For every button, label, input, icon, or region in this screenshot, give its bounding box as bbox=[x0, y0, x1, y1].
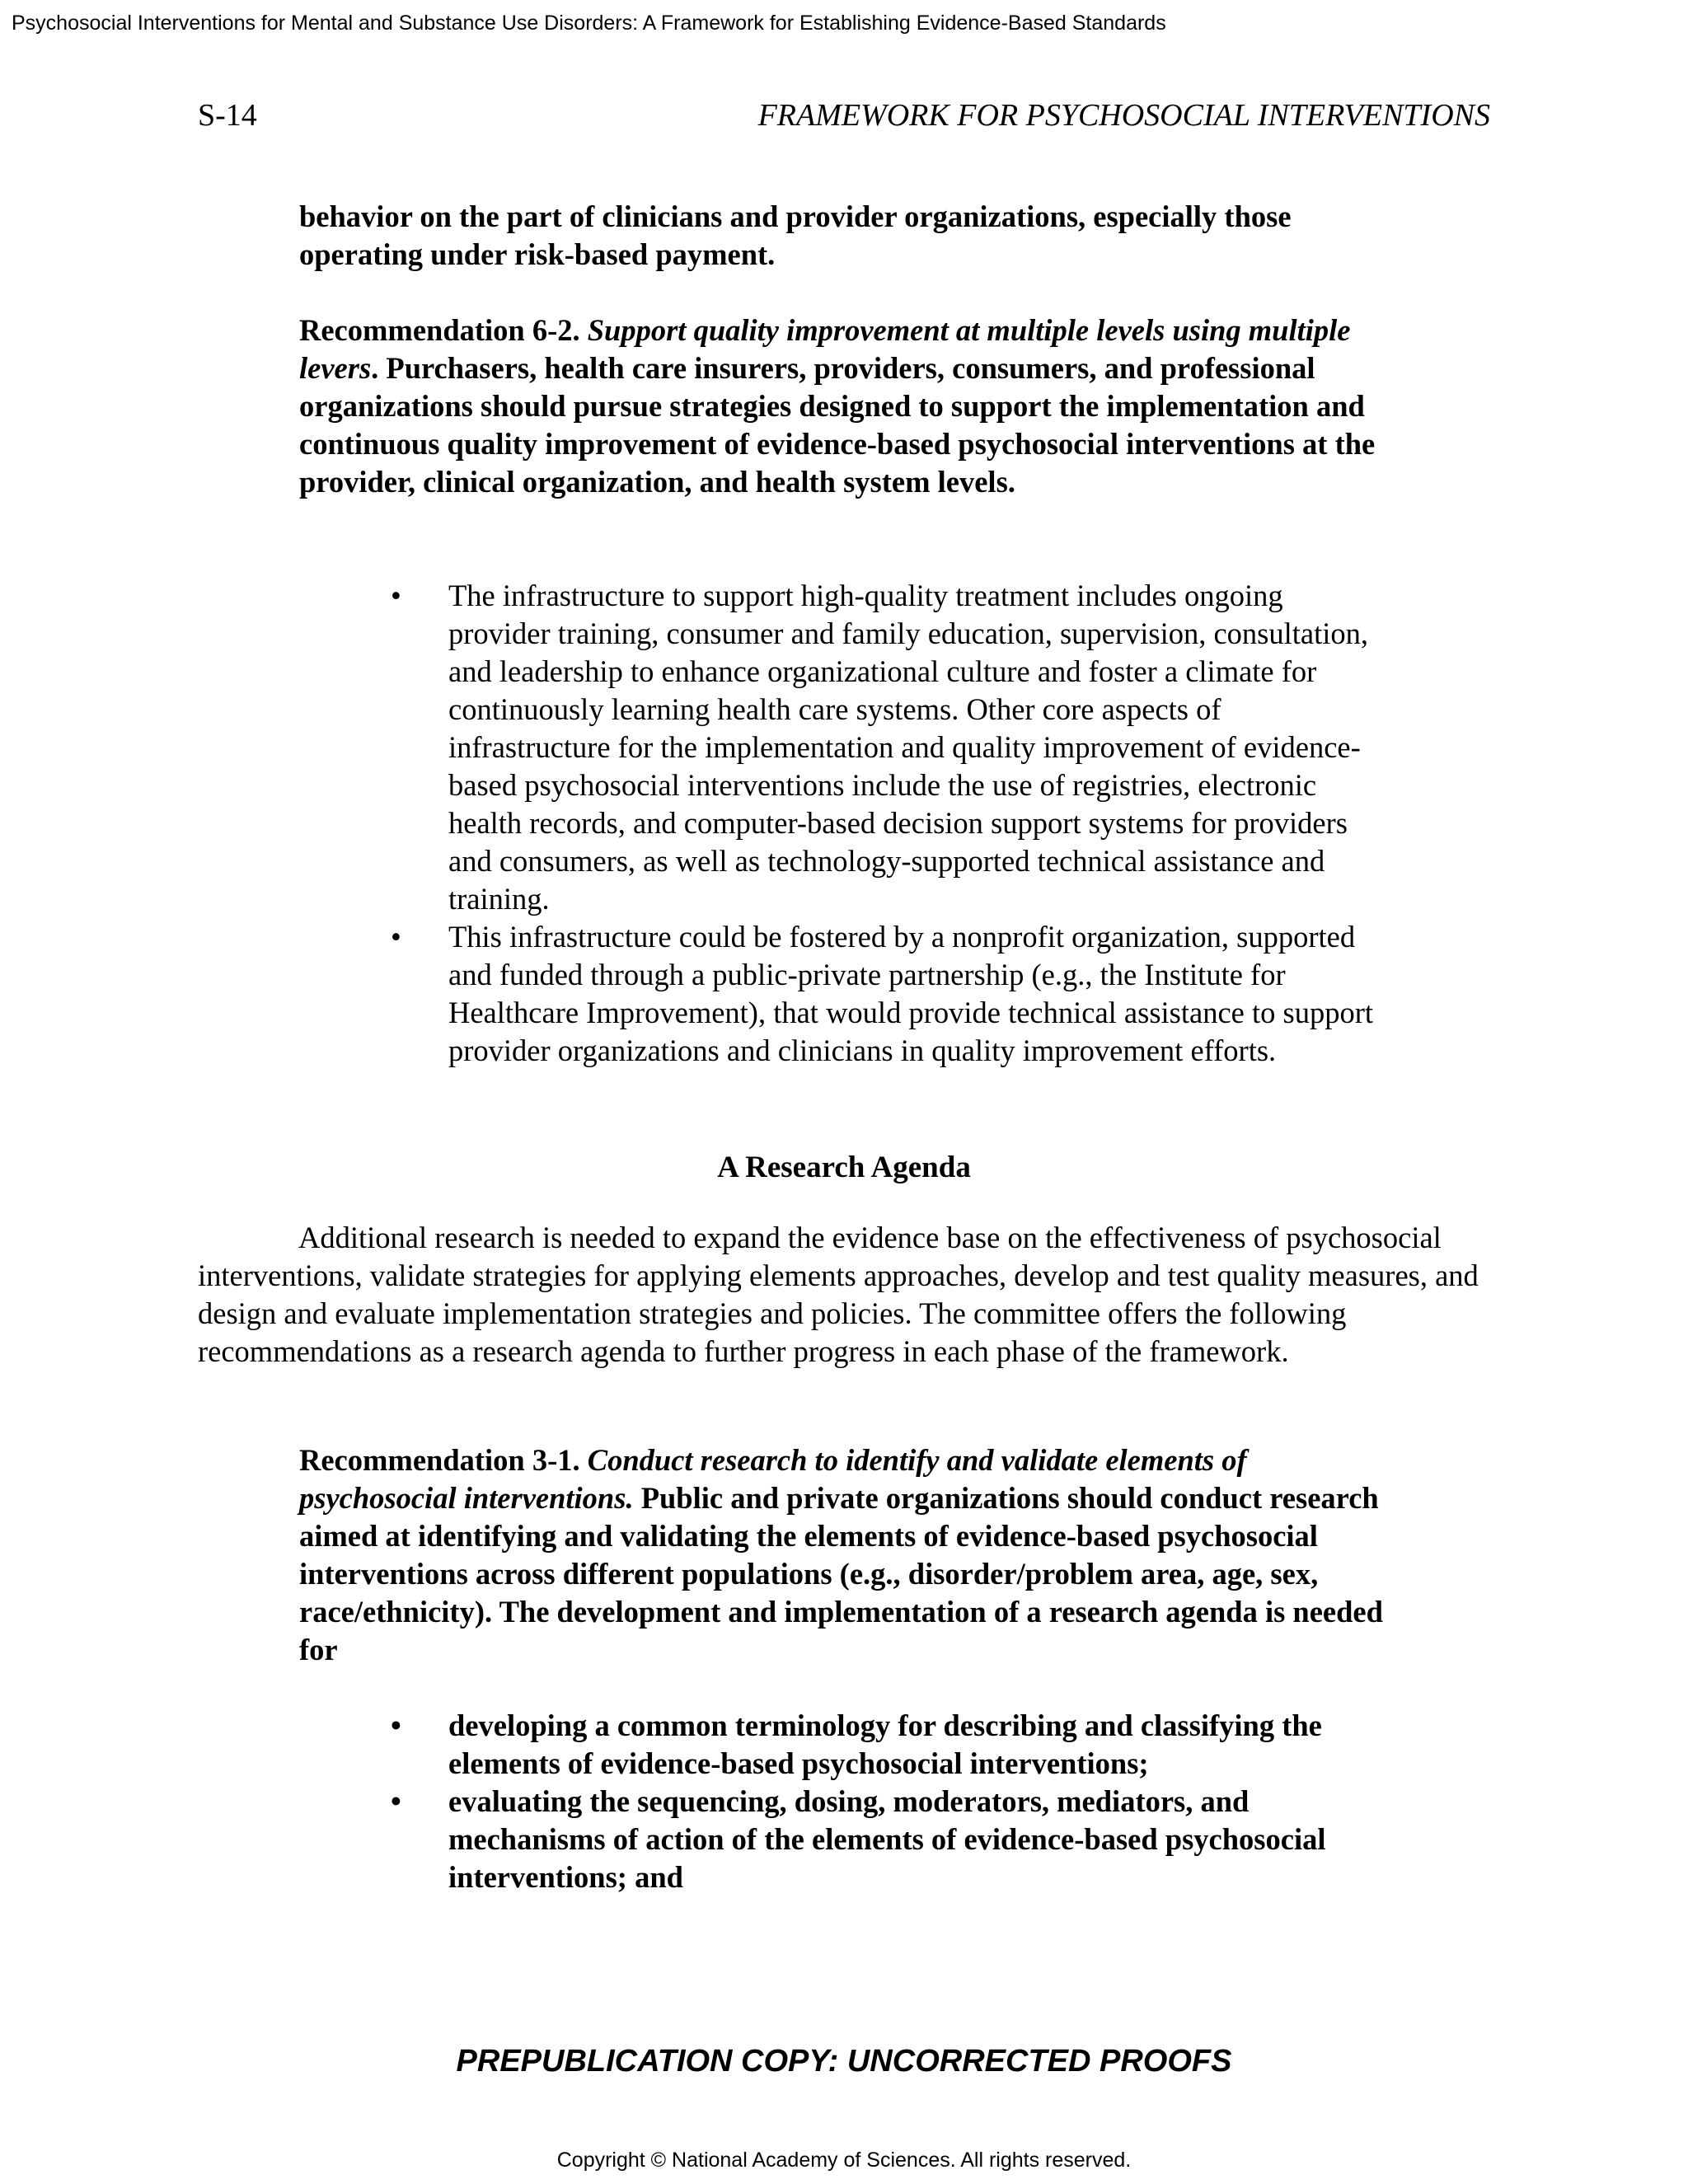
recommendation-6-2-paragraph bbox=[299, 312, 1387, 501]
bullet-icon: • bbox=[391, 579, 401, 612]
recommendation-3-1-paragraph bbox=[299, 1441, 1387, 1669]
recommendation-3-1-bullets bbox=[391, 1707, 1388, 1896]
bullet-text: The infrastructure to support high-quality treatment includes ongoing provider training, consumer and family education, supervision, consultation, and leadership to enhance organizational culture and foster a climate for continuously learning health care systems. Other core aspects of infrastructure for the implementation and quality improvement of evidence-based psychosocial interventions include the use of registries, electronic health records, and computer-based decision support systems for providers and consumers, as well as technology-supported technical assistance and training. bbox=[448, 579, 1369, 916]
recommendation-6-2-text: . Purchasers, health care insurers, providers, consumers, and professional organizations should pursue strategies designed to support the implementation and continuous quality improvement of evidence-based psychosocial interventions at the provider, clinical organization, and health system levels. bbox=[299, 351, 1376, 499]
recommendation-6-2-bullets bbox=[391, 577, 1388, 1070]
section-heading: A Research Agenda bbox=[717, 1151, 971, 1184]
list-item bbox=[391, 577, 1388, 918]
bullet-icon: • bbox=[391, 1784, 401, 1818]
bullet-text: developing a common terminology for describing and classifying the elements of evidence-based psychosocial interventions; bbox=[448, 1708, 1322, 1780]
list-item bbox=[391, 918, 1388, 1070]
list-item bbox=[391, 1783, 1388, 1896]
recommendation-3-1-text: Public and private organizations should conduct research aimed at identifying and validating the elements of evidence-based psychosocial interventions across different populations (e.g., disorder/problem area, age, sex, race/ethnicity). The development and implementation of a research agenda is needed for bbox=[299, 1481, 1383, 1666]
prepublication-notice: PREPUBLICATION COPY: UNCORRECTED PROOFS bbox=[456, 2044, 1232, 2079]
document-banner: Psychosocial Interventions for Mental and Substance Use Disorders: A Framework for Establishing Evidence-Based Standards bbox=[12, 12, 1166, 35]
continuation-text bbox=[299, 198, 1387, 274]
bullet-text: This infrastructure could be fostered by a nonprofit organization, supported and funded through a public-private partnership (e.g., the Institute for Healthcare Improvement), that would provide technical assistance to support provider organizations and clinicians in quality improvement efforts. bbox=[448, 920, 1374, 1067]
recommendation-3-1 bbox=[299, 1441, 1387, 1669]
page-number: S-14 bbox=[198, 98, 257, 133]
continuation-paragraph: behavior on the part of clinicians and provider organizations, especially those operating under risk-based payment. bbox=[299, 199, 1292, 271]
recommendation-3-1-label: Recommendation 3-1. bbox=[299, 1443, 580, 1477]
copyright-notice: Copyright © National Academy of Sciences. All rights reserved. bbox=[556, 2149, 1132, 2172]
recommendation-3-1-title: Conduct research to identify and validate elements of psychosocial interventions. bbox=[299, 1443, 1247, 1515]
running-header bbox=[198, 97, 1490, 138]
recommendation-6-2-label: Recommendation 6-2. bbox=[299, 313, 580, 347]
bullet-icon: • bbox=[391, 1708, 401, 1742]
bullet-text: evaluating the sequencing, dosing, moderators, mediators, and mechanisms of action of the elements of evidence-based psychosocial interventions; and bbox=[448, 1784, 1326, 1894]
research-agenda-paragraph: Additional research is needed to expand the evidence base on the effectiveness of psychosocial interventions, validate strategies for applying elements approaches, develop and test quality measures, and design and evaluate implementation strategies and policies. The committee offers the following recommendations as a research agenda to further progress in each phase of the framework. bbox=[198, 1221, 1479, 1368]
list-item bbox=[391, 1707, 1388, 1783]
bullet-icon: • bbox=[391, 920, 401, 954]
recommendation-6-2-title: Support quality improvement at multiple levels using multiple levers bbox=[299, 313, 1351, 385]
running-title: FRAMEWORK FOR PSYCHOSOCIAL INTERVENTIONS bbox=[757, 98, 1490, 133]
recommendation-6-2 bbox=[299, 312, 1387, 501]
